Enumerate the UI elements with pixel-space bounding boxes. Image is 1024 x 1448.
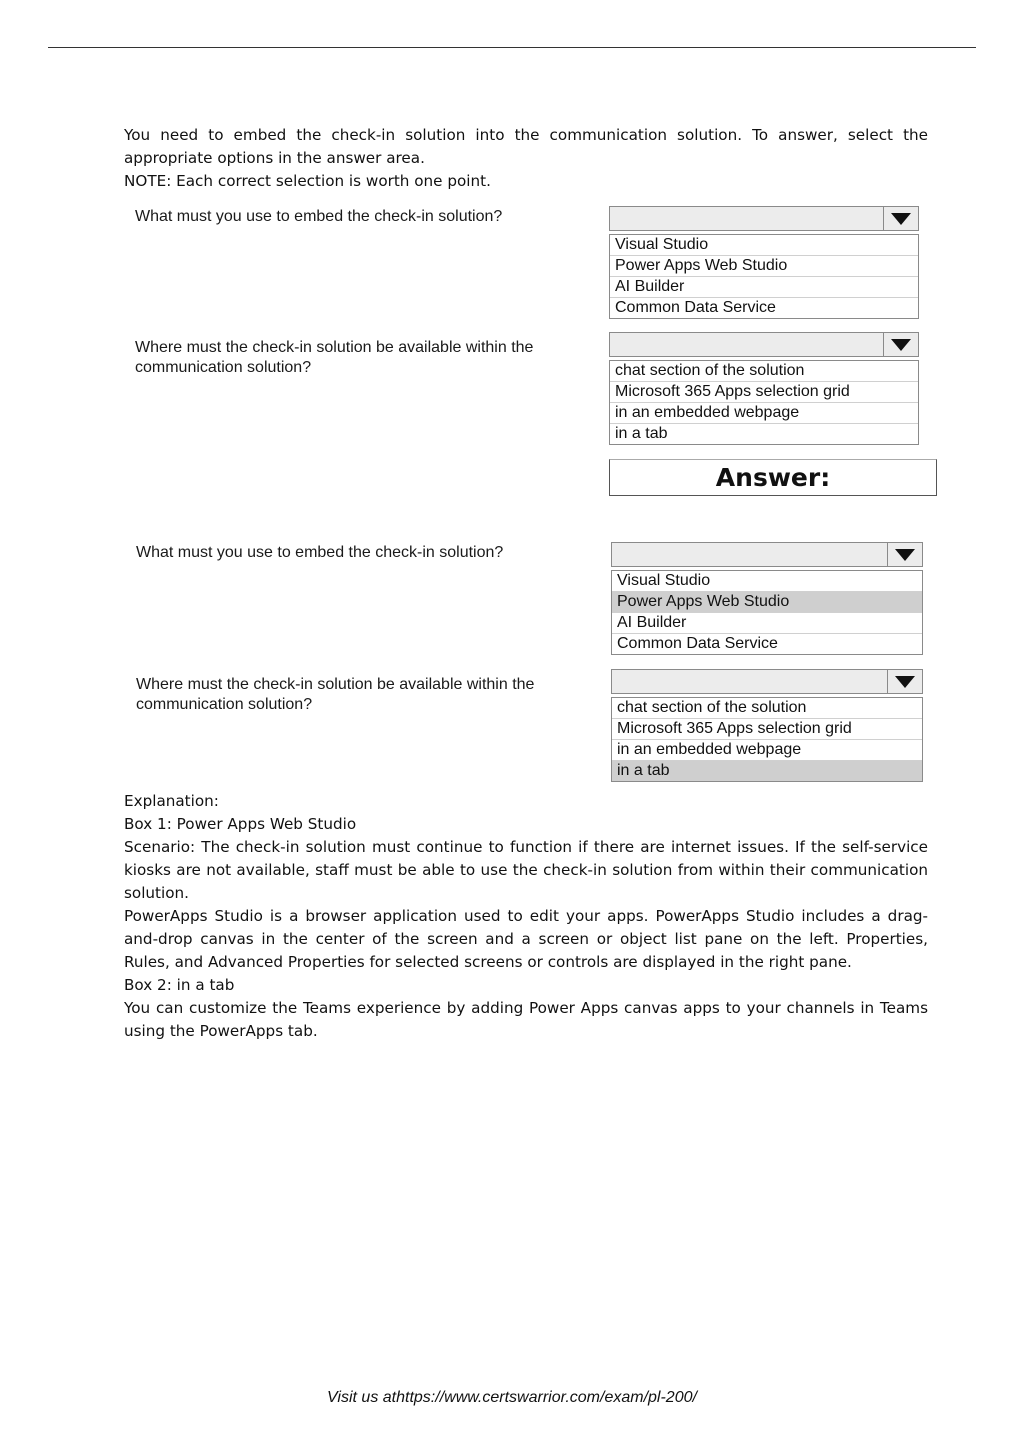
studio-line: and-drop canvas in the center of the screen and a screen or object list pane on the left. Properties, xyxy=(124,930,928,948)
dropdown-option[interactable]: AI Builder xyxy=(612,613,922,634)
answer-2-dropdown[interactable] xyxy=(611,669,923,782)
dropdown-header[interactable] xyxy=(611,542,923,567)
dropdown-option[interactable]: Microsoft 365 Apps selection grid xyxy=(610,382,918,403)
dropdown-toggle[interactable] xyxy=(887,670,922,693)
teams-line: You can customize the Teams experience by adding Power Apps canvas apps to your channels in Teams xyxy=(124,999,928,1017)
question-2-dropdown[interactable] xyxy=(609,332,919,445)
dropdown-option[interactable]: Visual Studio xyxy=(610,235,918,256)
scenario-line: solution. xyxy=(124,884,189,902)
answer-question-1-label: What must you use to embed the check-in solution? xyxy=(136,544,504,561)
question-2-label: Where must the check-in solution be available within the communication solution? xyxy=(135,339,534,376)
dropdown-options xyxy=(611,570,923,655)
dropdown-options xyxy=(611,697,923,782)
dropdown-options xyxy=(609,234,919,319)
intro-line: You need to embed the check-in solution into the communication solution. To answer, select the xyxy=(124,126,928,144)
dropdown-header[interactable] xyxy=(609,332,919,357)
dropdown-options xyxy=(609,360,919,445)
dropdown-option[interactable]: Visual Studio xyxy=(612,571,922,592)
dropdown-option[interactable]: in an embedded webpage xyxy=(612,740,922,761)
dropdown-header[interactable] xyxy=(611,669,923,694)
dropdown-option[interactable]: in a tab xyxy=(615,425,668,442)
answer-1-dropdown[interactable] xyxy=(611,542,923,655)
chevron-down-icon xyxy=(895,549,915,561)
dropdown-option[interactable]: chat section of the solution xyxy=(612,698,922,719)
chevron-down-icon xyxy=(895,676,915,688)
explanation-heading: Explanation: xyxy=(124,792,219,810)
dropdown-toggle[interactable] xyxy=(883,207,918,230)
scenario-line: Scenario: The check-in solution must continue to function if there are internet issues. If the self-service xyxy=(124,838,928,856)
explanation xyxy=(124,790,928,1043)
box-2-answer: Box 2: in a tab xyxy=(124,976,235,994)
dropdown-option[interactable]: Microsoft 365 Apps selection grid xyxy=(612,719,922,740)
dropdown-option[interactable]: Common Data Service xyxy=(615,299,776,316)
answer-heading: Answer: xyxy=(609,459,937,496)
question-1-dropdown[interactable] xyxy=(609,206,919,319)
chevron-down-icon xyxy=(891,339,911,351)
dropdown-header[interactable] xyxy=(609,206,919,231)
top-rule xyxy=(48,47,976,48)
box-1-answer: Box 1: Power Apps Web Studio xyxy=(124,815,357,833)
dropdown-toggle[interactable] xyxy=(883,333,918,356)
chevron-down-icon xyxy=(891,213,911,225)
question-1-label: What must you use to embed the check-in solution? xyxy=(135,208,503,225)
dropdown-option-selected[interactable]: Power Apps Web Studio xyxy=(612,592,922,613)
dropdown-option[interactable]: Common Data Service xyxy=(617,635,778,652)
intro-paragraph xyxy=(124,124,928,193)
dropdown-toggle[interactable] xyxy=(887,543,922,566)
teams-line: using the PowerApps tab. xyxy=(124,1022,318,1040)
studio-line: PowerApps Studio is a browser application used to edit your apps. PowerApps Studio includes a drag- xyxy=(124,907,928,925)
dropdown-option[interactable]: in an embedded webpage xyxy=(610,403,918,424)
answer-question-2-label: Where must the check-in solution be available within the communication solution? xyxy=(136,676,535,713)
scenario-line: kiosks are not available, staff must be able to use the check-in solution from within their communication xyxy=(124,861,928,879)
dropdown-option[interactable]: AI Builder xyxy=(610,277,918,298)
dropdown-option[interactable]: Power Apps Web Studio xyxy=(610,256,918,277)
footer-link-text: Visit us athttps://www.certswarrior.com/exam/pl-200/ xyxy=(327,1389,697,1406)
dropdown-option[interactable]: chat section of the solution xyxy=(610,361,918,382)
dropdown-option-selected[interactable]: in a tab xyxy=(612,761,922,781)
studio-line: Rules, and Advanced Properties for selected screens or controls are displayed in the right pane. xyxy=(124,953,852,971)
intro-line: appropriate options in the answer area. xyxy=(124,149,425,167)
intro-note: NOTE: Each correct selection is worth one point. xyxy=(124,172,491,190)
